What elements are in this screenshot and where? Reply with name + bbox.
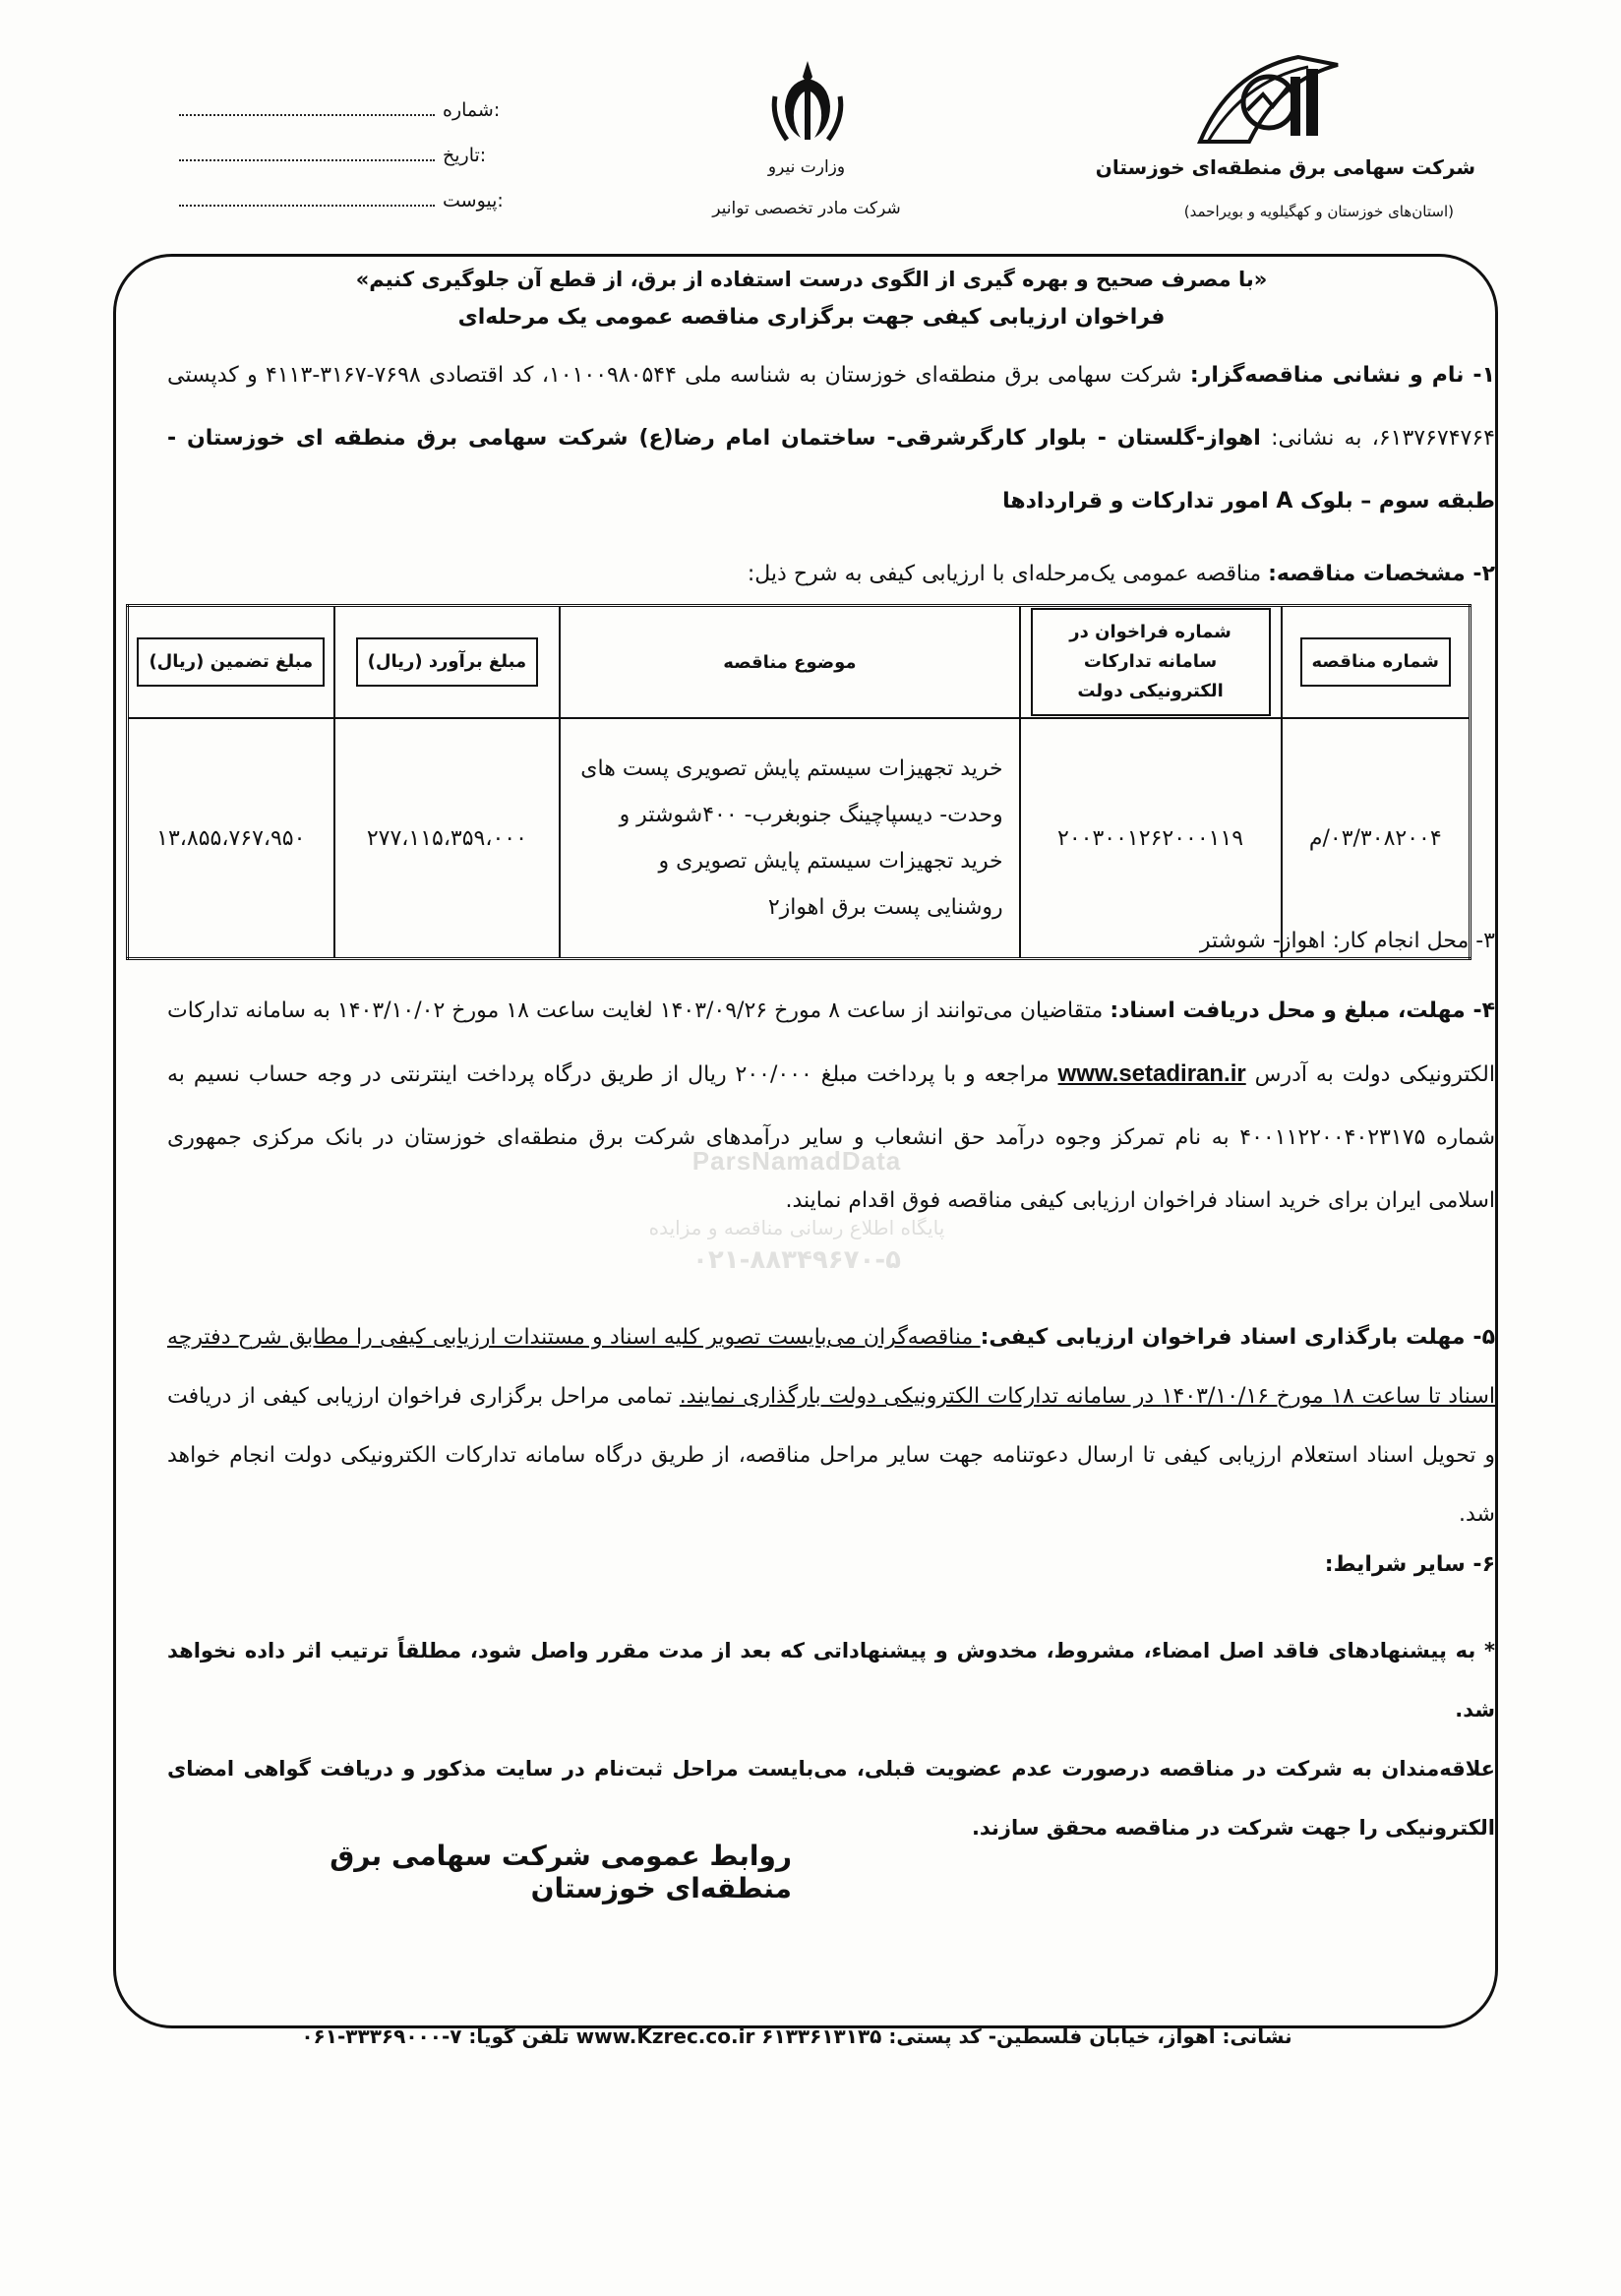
section-1-label: ۱- نام و نشانی مناقصه‌گزار: — [1189, 363, 1495, 388]
cell-setad-number: ۲۰۰۳۰۰۱۲۶۲۰۰۰۱۱۹ — [1020, 718, 1282, 959]
section-3: ۳- محل انجام کار: اهواز- شوشتر — [1199, 929, 1495, 953]
slogan: «با مصرف صحیح و بهره گیری از الگوی درست استفاده از برق، از قطع آن جلوگیری کنیم» — [355, 268, 1268, 291]
section-4-text-a: متقاضیان می‌توانند از ساعت ۸ مورخ ۱۴۰۳/۰۹/۲۶ لغایت ساعت ۱۸ مورخ ۱۴۰۳/۱۰/۰۲ به سامانه تدارکات الکترونیکی دولت به آدرس — [167, 998, 1495, 1087]
number-dots — [179, 98, 435, 116]
watermark-brand: ParsNamadData — [691, 1146, 902, 1176]
ministry-text: وزارت نیرو — [767, 157, 846, 177]
section-6 — [167, 1621, 1495, 1857]
cell-tender-number: ۰۳/۳۰۸۲۰۰۴/م — [1282, 718, 1471, 959]
section-4 — [167, 980, 1495, 1233]
attachment-dots — [179, 189, 435, 207]
col-subject: موضوع مناقصه — [560, 606, 1020, 719]
date-field — [179, 144, 486, 166]
section-4-label: ۴- مهلت، مبلغ و محل دریافت اسناد: — [1110, 998, 1496, 1023]
section-5-text-a: مناقصه‌گران می‌بایست تصویر کلیه اسناد و مستندات ارزیابی کیفی را مطابق شرح دفترچه اسناد تا ساعت ۱۸ مورخ ۱۴۰۳/۱۰/۱۶ در سامانه تدارکات الکترونیکی دولت بارگذاری نمایند. — [167, 1325, 1495, 1409]
section-6-label: ۶- سایر شرایط: — [1324, 1552, 1495, 1577]
attachment-label: :پیوست — [443, 190, 504, 211]
number-field — [179, 98, 500, 121]
col-setad-number: شماره فراخوان در سامانه تدارکات الکترونیکی دولت — [1020, 606, 1282, 719]
attachment-field — [179, 189, 504, 211]
section-5 — [167, 1308, 1495, 1544]
cell-subject: خرید تجهیزات سیستم پایش تصویری پست های وحدت- دیسپاچینگ جنوبغرب- ۴۰۰شوشتر و خرید تجهیزات سیستم پایش تصویری و روشنایی پست برق اهواز۲ — [560, 718, 1020, 959]
setadiran-link[interactable]: www.setadiran.ir — [1057, 1060, 1246, 1087]
iran-emblem-icon — [765, 57, 850, 148]
col-tender-number: شماره مناقصه — [1282, 606, 1471, 719]
number-label: :شماره — [443, 99, 501, 121]
section-6-paragraph-2: علاقه‌مندان به شرکت در مناقصه درصورت عدم عضویت قبلی، می‌بایست مراحل ثبت‌نام در سایت مذکور و دریافت گواهی امضای الکترونیکی را جهت شرکت در مناقصه محقق سازند. — [167, 1757, 1495, 1840]
footer-address: نشانی: اهواز، خیابان فلسطین- کد پستی: ۶۱۳۳۶۱۳۱۳۵ www.Kzrec.co.ir تلفن گویا: ۷-۳۳۳۶۹۰۰۰-۰۶۱ — [301, 2024, 1292, 2048]
notice-title: فراخوان ارزیابی کیفی جهت برگزاری مناقصه عمومی یک مرحله‌ای — [457, 305, 1166, 330]
company-logo-icon — [1190, 51, 1348, 150]
company-region: (استان‌های خوزستان و کهگیلویه و بویراحمد) — [1183, 203, 1454, 220]
section-2-text: مناقصه عمومی یک‌مرحله‌ای با ارزیابی کیفی به شرح ذیل: — [747, 562, 1269, 586]
col-estimate: مبلغ برآورد (ریال) — [334, 606, 561, 719]
section-2 — [167, 547, 1495, 602]
company-name: شرکت سهامی برق منطقه‌ای خوزستان — [1095, 155, 1475, 179]
section-1-text: شرکت سهامی برق منطقه‌ای خوزستان به شناسه ملی ۱۰۱۰۰۹۸۰۵۴۴، کد اقتصادی ۷۶۹۸-۳۱۶۷-۴۱۱۳ و کدپستی ۶۱۳۷۶۷۴۷۶۴، به نشانی: — [167, 363, 1495, 451]
watermark-line1: پایگاه اطلاع رسانی مناقصه و مزایده — [648, 1216, 945, 1239]
section-1 — [167, 344, 1495, 533]
table-header-row — [128, 606, 1471, 719]
section-2-label: ۲- مشخصات مناقصه: — [1268, 562, 1495, 586]
parent-company-text: شرکت مادر تخصصی توانیر — [712, 199, 901, 218]
section-4-text-b: مراجعه و با پرداخت مبلغ ۲۰۰/۰۰۰ ریال از طریق درگاه پرداخت اینترنتی در وجه حساب نسیم به شماره ۴۰۰۱۱۲۲۰۰۴۰۲۳۱۷۵ به نام تمرکز وجوه درآمد حق انشعاب و سایر درآمدهای شرکت برق منطقه‌ای خوزستان در بانک مرکزی جمهوری اسلامی ایران برای خرید اسناد فراخوان ارزیابی کیفی مناقصه فوق اقدام نمایند. — [167, 1062, 1495, 1213]
cell-estimate: ۲۷۷،۱۱۵،۳۵۹،۰۰۰ — [334, 718, 561, 959]
section-5-label: ۵- مهلت بارگذاری اسناد فراخوان ارزیابی کیفی: — [980, 1325, 1495, 1350]
date-label: :تاریخ — [443, 145, 487, 166]
col-guarantee: مبلغ تضمین (ریال) — [128, 606, 334, 719]
watermark-phone: ۰۲۱-۸۸۳۴۹۶۷۰-۵ — [691, 1245, 901, 1275]
section-5-text-b: تمامی مراحل برگزاری فراخوان ارزیابی کیفی از دریافت و تحویل اسناد استعلام ارزیابی کیفی تا ارسال دعوتنامه جهت سایر مراحل مناقصه، از طریق درگاه سامانه تدارکات الکترونیکی دولت انجام خواهد شد. — [167, 1384, 1495, 1527]
cell-guarantee: ۱۳،۸۵۵،۷۶۷،۹۵۰ — [128, 718, 334, 959]
date-dots — [179, 144, 435, 161]
section-6-label-wrap — [167, 1541, 1495, 1590]
signature: روابط عمومی شرکت سهامی برق منطقه‌ای خوزستان — [330, 1840, 792, 1904]
tender-spec-table — [126, 604, 1471, 960]
section-6-paragraph-1: * به پیشنهادهای فاقد اصل امضاء، مشروط، مخدوش و پیشنهاداتی که بعد از مدت مقرر واصل شود، مطلقاً ترتیب اثر داده نخواهد شد. — [167, 1639, 1495, 1722]
section-1-address: اهواز-گلستان - بلوار کارگرشرقی- ساختمان امام رضا(ع) شرکت سهامی برق منطقه ای خوزستان - طبقه سوم – بلوک A امور تدارکات و قراردادها — [167, 426, 1495, 514]
